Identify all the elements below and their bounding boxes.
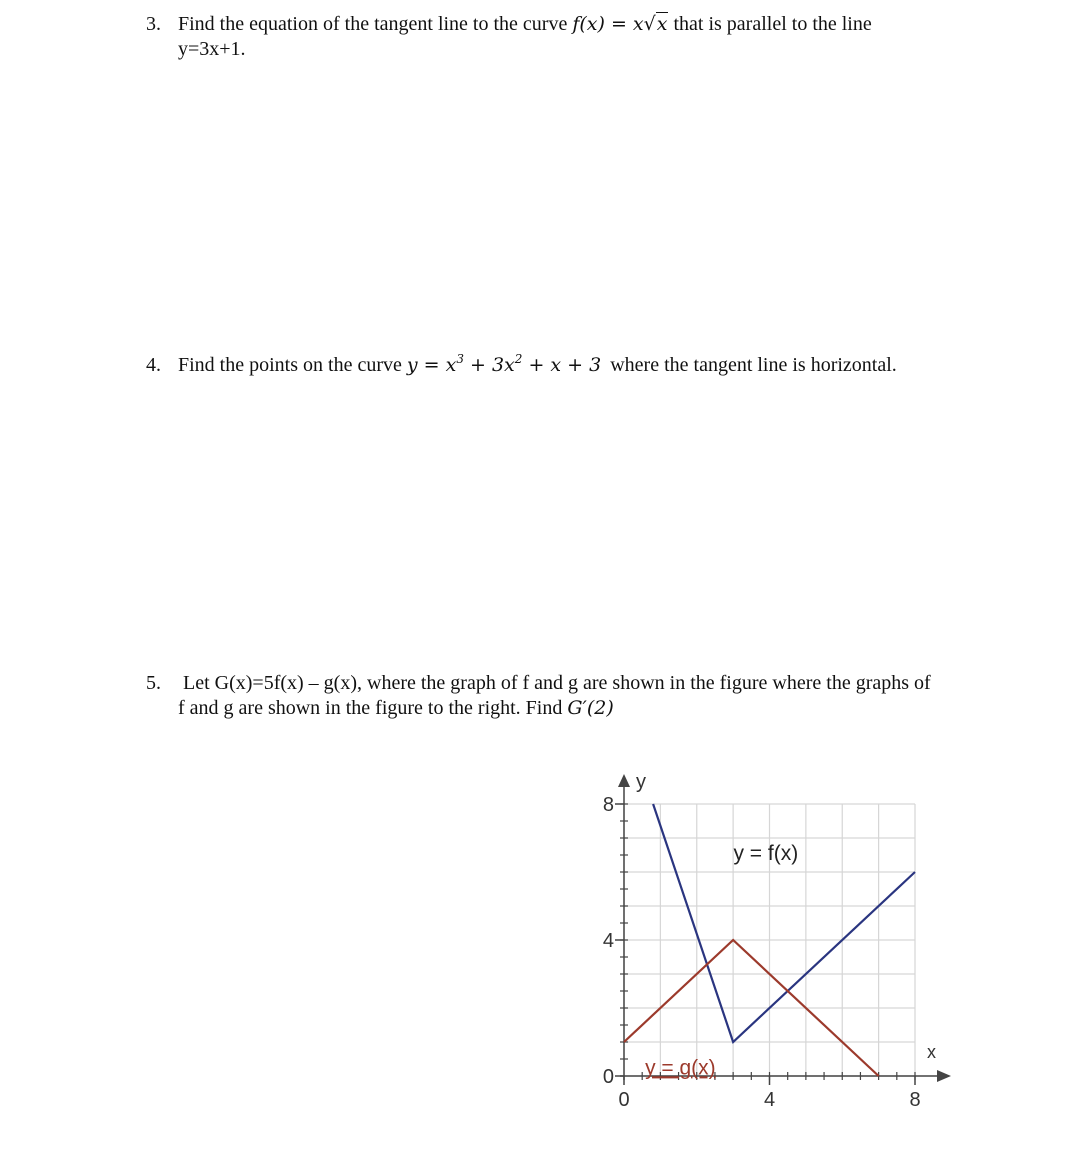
question-text-line1: Let G(x)=5f(x) – g(x), where the graph of f and g are shown in the figure where the graphs of bbox=[183, 672, 931, 694]
sqrt-symbol: √x bbox=[643, 13, 668, 35]
y-tick-label: 0 bbox=[602, 1066, 614, 1088]
y-axis-label: y bbox=[636, 771, 646, 793]
question-text bbox=[178, 353, 897, 378]
question-text-line2: y=3x+1. bbox=[178, 38, 246, 60]
question-number: 3. bbox=[146, 13, 161, 35]
question-number: 5. bbox=[146, 672, 161, 694]
y-tick-label: 4 bbox=[602, 930, 614, 952]
math-expression bbox=[572, 13, 668, 35]
exponent: 2 bbox=[514, 351, 523, 366]
math-lhs: f(x) = x bbox=[572, 13, 644, 35]
y-axis-arrow bbox=[618, 774, 630, 787]
x-axis-arrow bbox=[937, 1070, 951, 1082]
x-axis-label: x bbox=[927, 1042, 936, 1062]
x-tick-label: 4 bbox=[763, 1089, 776, 1111]
question-text bbox=[178, 12, 872, 37]
x-tick-label: 8 bbox=[909, 1089, 921, 1111]
question-text-part: that is parallel to the line bbox=[673, 13, 872, 35]
series-label-f: y = f(x) bbox=[733, 842, 799, 866]
radicand: x bbox=[656, 13, 668, 35]
axes bbox=[618, 771, 951, 1082]
graph-figure bbox=[580, 762, 970, 1132]
series-labels bbox=[645, 842, 798, 1079]
math-part: y = x bbox=[406, 354, 457, 376]
math-expression: G′(2) bbox=[567, 697, 614, 719]
exponent: 3 bbox=[456, 351, 464, 366]
question-text-part: Find the points on the curve bbox=[178, 354, 402, 376]
question-text-part: f and g are shown in the figure to the right. Find bbox=[178, 697, 563, 719]
x-tick-label: 0 bbox=[618, 1089, 630, 1111]
series-label-g: y = g(x) bbox=[645, 1056, 716, 1080]
series-line-f bbox=[653, 804, 915, 1042]
question-text-part: where the tangent line is horizontal. bbox=[610, 354, 897, 376]
math-part: + 3x bbox=[463, 354, 515, 376]
question-text-line2 bbox=[178, 696, 614, 721]
y-tick-label: 8 bbox=[602, 794, 614, 816]
math-part: + x + 3 bbox=[522, 354, 602, 376]
question-number: 4. bbox=[146, 354, 161, 376]
question-text-part: Find the equation of the tangent line to the curve bbox=[178, 13, 568, 35]
math-expression bbox=[406, 351, 602, 376]
